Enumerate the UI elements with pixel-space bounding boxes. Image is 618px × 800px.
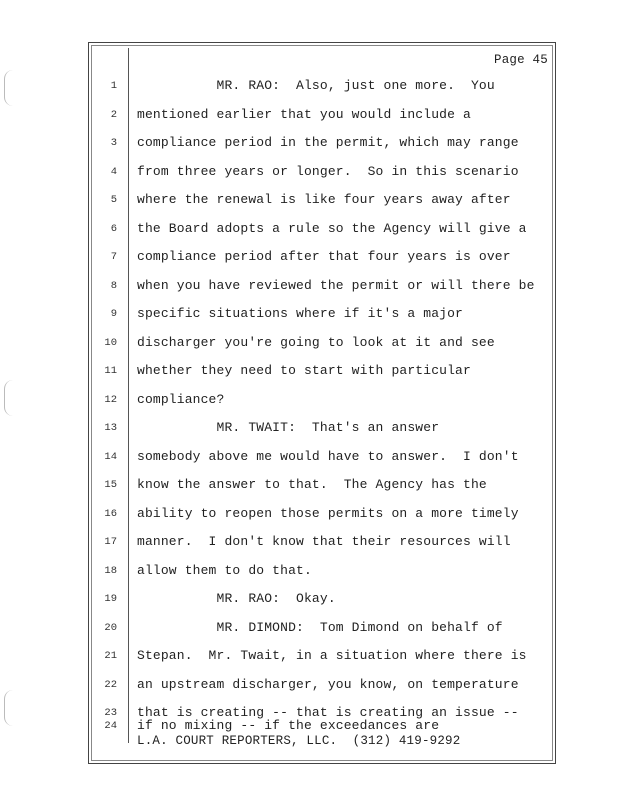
line-text: compliance? [137, 391, 225, 407]
transcript-line [0, 532, 600, 552]
page-number: Page 45 [494, 53, 548, 67]
line-text: when you have reviewed the permit or will there be [137, 277, 535, 293]
line-text: where the renewal is like four years away after [137, 192, 511, 207]
line-text: specific situations where if it's a major [137, 306, 464, 321]
transcript-line [0, 219, 600, 239]
line-number: 11 [104, 365, 117, 377]
line-text: whether they need to start with particular [137, 363, 471, 378]
line-number: 2 [110, 108, 117, 121]
transcript-line [0, 105, 600, 125]
transcript-line [0, 589, 600, 609]
line-text: MR. RAO: Also, just one more. You [137, 78, 495, 93]
transcript-line [0, 716, 600, 736]
transcript-line [0, 361, 600, 381]
transcript-line [0, 162, 600, 182]
line-text: ability to reopen those permits on a more timely [137, 505, 519, 521]
line-text: the Board adopts a rule so the Agency will give a [137, 220, 527, 236]
line-number: 7 [110, 251, 117, 263]
line-text: MR. RAO: Okay. [137, 591, 336, 606]
line-text: discharger you're going to look at it and see [137, 334, 495, 350]
transcript-line [0, 76, 600, 96]
transcript-line [0, 418, 600, 438]
line-number: 8 [110, 279, 117, 292]
transcript-line [0, 133, 600, 153]
line-number: 10 [104, 336, 117, 349]
line-text: that is creating -- that is creating an issue -- [137, 705, 519, 720]
line-number: 4 [110, 165, 117, 178]
transcript-line [0, 333, 600, 353]
line-number: 6 [110, 222, 117, 235]
line-number: 13 [104, 422, 117, 434]
line-text: mentioned earlier that you would include a [137, 106, 471, 122]
line-number: 23 [104, 707, 117, 719]
line-number: 3 [110, 137, 117, 149]
line-text: manner. I don't know that their resources will [137, 534, 511, 549]
line-text: MR. TWAIT: That's an answer [137, 420, 440, 435]
line-text: allow them to do that. [137, 562, 312, 578]
line-number: 1 [110, 80, 117, 92]
line-number: 20 [104, 621, 117, 634]
transcript-line [0, 276, 600, 296]
transcript-line [0, 504, 600, 524]
line-number: 15 [104, 479, 117, 491]
line-number: 18 [104, 564, 117, 577]
line-text: from three years or longer. So in this scenario [137, 163, 519, 179]
line-text: compliance period after that four years is over [137, 249, 511, 264]
transcript-line [0, 304, 600, 324]
line-text: know the answer to that. The Agency has the [137, 477, 487, 492]
line-text: an upstream discharger, you know, on temperature [137, 676, 519, 692]
line-text: compliance period in the permit, which may range [137, 135, 519, 150]
line-number: 19 [104, 593, 117, 605]
transcript-line [0, 190, 600, 210]
line-text: somebody above me would have to answer. I don't [137, 448, 519, 464]
transcript-line [0, 447, 600, 467]
transcript-line [0, 561, 600, 581]
line-number: 12 [104, 393, 117, 406]
transcript-line [0, 390, 600, 410]
line-text: MR. DIMOND: Tom Dimond on behalf of [137, 619, 503, 635]
line-number: 17 [104, 536, 117, 548]
line-number: 5 [110, 194, 117, 206]
transcript-line [0, 675, 600, 695]
line-text: Stepan. Mr. Twait, in a situation where there is [137, 648, 527, 663]
transcript-line [0, 618, 600, 638]
line-text: if no mixing -- if the exceedances are [137, 718, 440, 733]
line-number: 16 [104, 507, 117, 520]
transcript-line [0, 475, 600, 495]
page-footer: L.A. COURT REPORTERS, LLC. (312) 419-9292 [137, 734, 461, 748]
line-number: 14 [104, 450, 117, 463]
line-number: 9 [110, 308, 117, 320]
line-number: 24 [104, 720, 117, 732]
transcript-line [0, 646, 600, 666]
transcript-line [0, 247, 600, 267]
line-number: 21 [104, 650, 117, 662]
line-number: 22 [104, 678, 117, 691]
